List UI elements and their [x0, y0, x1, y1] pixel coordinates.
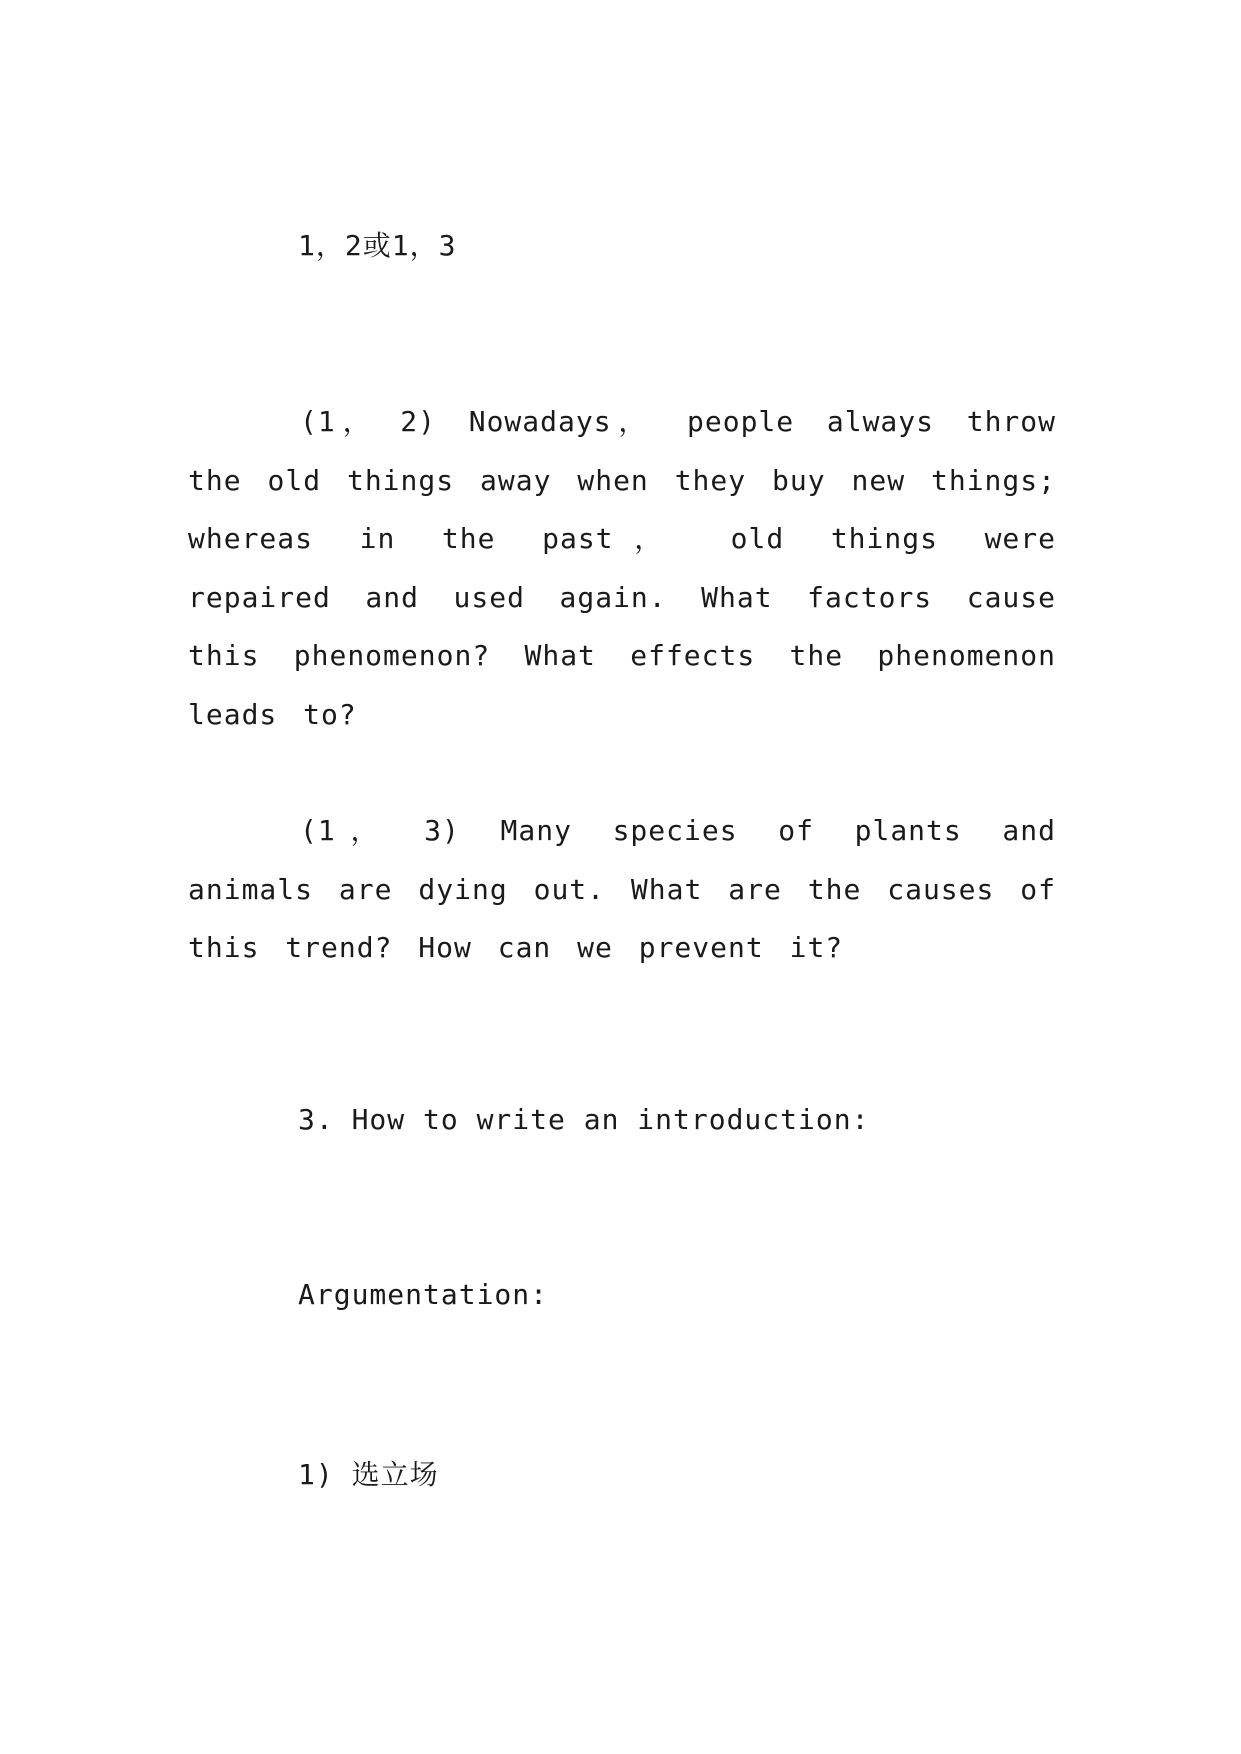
topic-1-3-text: (1， 3) Many species of plants and animals are dying out. What are the causes of this trend? How can we prevent it? — [188, 814, 1056, 964]
topic-paragraph-1-3 — [188, 802, 1056, 978]
list-item-1: 1) 选立场 — [298, 1458, 439, 1491]
section-heading: 3. How to write an introduction: — [298, 1103, 870, 1136]
argumentation-label: Argumentation: — [298, 1278, 549, 1311]
topic-1-2-text: (1， 2) Nowadays， people always throw the old things away when they buy new things; whereas in the past， old things were repaired and used again. What factors cause this phenomenon? What effects the phenomenon leads to? — [188, 405, 1056, 731]
option-line: 1，2或1，3 — [298, 229, 457, 262]
topic-paragraph-1-2 — [188, 393, 1056, 744]
